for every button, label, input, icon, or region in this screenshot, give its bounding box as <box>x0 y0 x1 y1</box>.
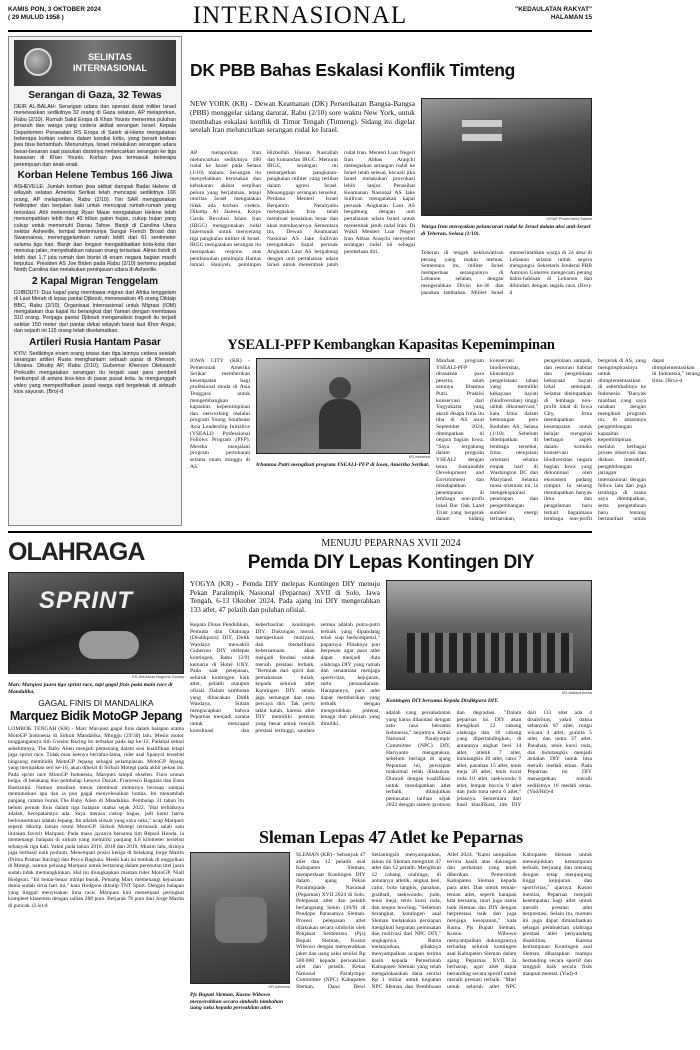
masthead-paper-block <box>472 6 592 22</box>
sidebar-item-title: Artileri Rusia Hantam Pasar <box>29 336 161 348</box>
section-divider <box>8 531 592 533</box>
sidebar-item-title: Serangan di Gaza, 32 Tewas <box>28 90 162 101</box>
sidebar-item-title: 2 Kapal Migran Tenggelam <box>32 275 158 287</box>
sidebar-item-body: DJIBOUTI: Dua kapal yang membawa migran dari Afrika tenggelam di Laut Merah di lepas pantai Djibouti, menewaskan 45 orang Diklaip BBC, Rabu (2/10). Organisasi Internasional untuk Migrasi (IOM) mengatakan dua kapal itu berangkat dari Yaman dengan membawa 310 orang. Penjaga pantai Djibouti menganalisis tragedi itu terjadi sekitar 150 meter dari pantai dekat wilayah barat laut Khor Angar, dan sejauh ini 115 orang telah diselamatkan. <box>14 289 176 335</box>
masthead-rule <box>8 30 592 32</box>
olahraga-headline: Marquez Bidik MotoGP Jepang <box>9 709 183 723</box>
story1-photo <box>421 98 592 216</box>
olahraga-body: LOMBOK TENGAH (KR) - Marc Marquez gagal finis dalam balapan utama MotoGP Indonesia di Sirkuit Mandalika, Minggu (29/30) lalu. Mesin motor tunggangannya tim Gresini Racing itu terbakar pada lap ke-12. Padahal sebari sebelumnya, The Baby Alien menjadi pemenang dalam sesi kualifikasi tetapi juga sprint race. Tidak mau keenya berlama-lama, rider asal Spanyol tersebut langsung membidik MotoGP Jepang sebagai pelampiasan. MotoGP Jepang yang merupakan seri ke-16, akan dihelat di Sirkuit Motegi pada akhir pekan ini. Pada sprint race MotoGP Indonesia, Marquez tampil ekselen. Finis urutan kelga, di belakang duo pembalap Lenovo Ducati, Francesco Bagnaia dan Enea Bastianini. Namun musibah mesin membuat motornya berasap sampai memutuskan apa dan ia pun gagal menyelesaikan lomba. Ini menambah panjang catatan buruk The Baby Alien di Mandalika. Pembalap 31 tahun itu belum pernah finis dalam tiga balapan utama sejak 2022. "Hal terbaiknya adalah, kecepatannya ada. Saya merasa cukup bagus, jadi kami harus berkonsentrasi adalah Jepang. Itu adalah sirkuit yang saya suka," ucap Marquez seperti dikutip laman resmi MotoGP. Sirkuit Motegi termasuk salah satu lintasan favorit Marquez. Pada masa jayanya bersama tim Repsol Honda, ia memenangi balapan di sirkuit yang memiliki panjang 4,8 kilometer tersebut sebanyak tiga kali. Yakni pada tahun 2016, 2018 dan 2019. Musim lalu, dirinya juga berhasil naik podium. Menempati posisi ketiga di belakang Jorge Martin (Prima Pramac Racing) dan Pecco Bagnaia. Meski kali ini tembak di unggulkan di Motegi, namun peluang Marquez untuk bertarung dalam perebutan titel juara sudah tidak memungkinkan. Hal itu diungkapkan mantan rider MotoGP, Niall Hodgson. "Ini benar-benar mimpi buruk. Peluang Marc memenangi kejuaraan dunia sudah sirna hari ini," kata Hodgson dikutip TNT Sport. Dengan balapan yang tinggal menyisakan lima race, Marquez kini menempati peringkat kompleet klasemen dengan raihan 288 poin. Berjarak 78 poin dari Jorge Martin di puncak. (Lis)-d <box>8 726 184 909</box>
sidebar-item <box>14 276 176 335</box>
sidebar-item <box>14 170 176 274</box>
story3-body: Kepala Dinas Pendidikan, Pemuda dan Olahraga (Disdikpora) DIY, Didik Wardaya mewakili Gubernur DIY melepas kontingen, Rabu (2/9) kemarin di Hotel UNY. Pada saat pelepasan, seluruh kontingen baik atlet, pelatih maupun ofisial. Dalam sambutan yang dibacakan Didik Wardaya, Sultan mengucapkan bahwa Peparnas menjadi sarana untuk mencapai koordinasi dan keberhasilan kontingen DIY. Dukungan moral, memperkuat motivasi, dan memelihara kebersamaan akan menjadi fondasi untuk meraih prestasi terbaik. "Bertolak dari spirit dan pemahaman itulah, kepada seluruh atlet Kontingen DIY selalu jaga semangat dan rasa percaya diri. Tak perlu takut kalah, karena atlet DIY memiliki potensi yang besar untuk meraih prestasi tertinggi, saudara semua adalah putra-putri terbaik yang dipandang telah siap berkompetisi," paparnya. Pihaknya pun berpesan agar para atlet dapat menjadi duta olahraga DIY yang ramah dan senantiasa menjaga sportivitas, kejujuran, serta persaudaraan. Harapannya, para atlet dapat memberikan yang terbaik dengan mengerahkan potensi, tenaga dan pikiran yang dimiliki. <box>190 622 380 734</box>
sidebar-item <box>14 90 176 168</box>
sidebar-selintas <box>8 36 182 526</box>
masthead-paper: "KEDAULATAN RAKYAT" <box>515 6 592 13</box>
story3-aside-columns <box>386 710 592 818</box>
section-title: INTERNASIONAL <box>192 2 408 29</box>
masthead-date-block <box>8 6 118 22</box>
story3-caption: Kontingen DIY bersama Kepala Disdikpora DIY. <box>386 698 499 704</box>
group-icon <box>407 633 573 673</box>
sidebar-item-body: ASHEVILLE: Jumlah korban jiwa akibat dampak Badai Helene di wilayah selatan Amerika Serikat telah mencapai sedikitnya 166 orang, AP melaporkan, Rabu (2/10). Tim SAR menggunakan helikopter dan berjalan kaki untuk mencapai rumah-rumah yang terisolasi. Ahli meteorologi Ryan Maue mengatakan Helene telah menumpahkan lebih dari 40 triliun galon hujan, cukup hujan yang cukup untuk memenuhi Danau Tahoe. Banjir di Carolina Utara sekitar Asheville, tempat bertemunya Sungai French Broad dan Swannanoa, menenggelamkan rumah lebih dari 61 sentimeter selama tiga hari. Banjir dan longsor mengakibatkan kota-kota dan menutup jalan, menyebabkan ratusan orang terisolasi. Aliran listrik di lebih dari 1,7 juta rumah dan bisnis di enam negara bagian masih terputus. Presiden AS Joe Biden pada Rabu (2/10) bertemu pejabat North Carolina dan melakukan peninjauan udara di Asheville. <box>14 184 176 274</box>
flag-icon <box>462 119 502 141</box>
sidebar-item-title: Korban Helene Tembus 166 Jiwa <box>17 170 173 182</box>
story2-lead-column <box>190 358 250 526</box>
story1-aside: Teheran di tengah kekhawatiran perang yang makin meluas. Sementara itu, militer Israel memperluas serangannya di Lebanon selatan, dengan mengerahkan Divisi ke-36 dan pasukan tambahan. Militer Israel memerintahkan warga di 24 desa di Lebanon selatan untuk segera mengungsi. Sekretaris Jenderal PBB Antonio Guterres mengecam perang habis-habisan di Lebanon dan dihindari dengan segala cara. (Bro)-d <box>421 250 592 296</box>
story2-photo <box>256 358 430 454</box>
story3-photo <box>386 580 592 690</box>
story1-headline: DK PBB Bahas Eskalasi Konflik Timteng <box>190 60 516 80</box>
story2-caption: Irhamna Putri mengikuti program YSEALI-PFP di Iowa, Amerika Serikat. <box>256 462 430 468</box>
selintas-logo-text: SELINTAS INTERNASIONAL <box>73 52 147 73</box>
story2-headline: YSEALI-PFP Kembangkan Kapasitas Kepemimpinan <box>227 337 555 353</box>
story4-photo <box>190 852 290 984</box>
story2-body: Manfaat program YSEALI-PFP dirasakan para peserta, salah satunya Irhamna Putri. Praktisi konservasi dari Yogyakarta yang akrab disapa Irma itu tiba di AS awal September 2024, ditempatkan di negara bagian Iowa. "Saya tergabung dalam program YSEALI dengan tema Sustainable Development and Environment dan mendapatkan penempatan di lembaga non-profit lokal Bur Oak Land Trust yang bergerak dalam bidang konservasi biodiversitas, khususnya pengelolaan lahan yang memiliki kekayaan hayati (biodiversitas) tinggi untuk dikonservasi," kata Irma dalam keterangan pers Kedubes AS, Selasa (1/10). Sebelum ditempatkan di lembaga tersebut, Irma menjalani orientasi selama empat hari di Washington DC dan Maryland. Selama masa orientasi ini, ia mengeksplorasi penerapan dan pengembangan sumber energi terbarukan, pengelolaan sampah, dan restorasi habitat dan pengelolaan kekayaan hayati lokal setempat. Selama ditempatkan di lembaga non-profit lokal di Iowa City, Irma mendapatkan kesempatan untuk belajar mengenai berbagai aspek dalam kontoks konservasi biodiversitas negara bagian Iowa yang didominasi oleh ekosistem padang rumput. Ia senang mendapatkan banyak ilmu dan pengalaman baru terkait bagaimana lembaga non-profit bergerak di AS, yang menginspirasinya untuk diimplementasikan di sekembalinya ke Indonesia. "Banyak manfaat yang saya rasakan dengan mengikuti program ini, di antaranya pengembangan kapasitas kepemimpinan melalui berbagai proses observasi dan diskusi interaktif, pengembangan jaringan internasional dengan fellow lain dan juga lembaga di mana saya ditempatkan, serta pengetahuan baru tentang bermanfaat untuk dapat diimplementasikan di Indonesia," terang Irma. (Bro)-d <box>436 358 700 523</box>
masthead-date: KAMIS PON, 3 OKTOBER 2024 <box>8 6 101 13</box>
story1-photo-credit: KR/AP Photo/Vahid Salemi <box>546 217 592 221</box>
story4-body-columns <box>296 852 592 1044</box>
handshake-icon <box>215 897 267 943</box>
olahraga-body-column <box>8 726 184 1044</box>
story2-body-columns <box>436 358 700 526</box>
story3-aside: adalah yang persahabatan yang harus dilandasi dengan satu rasa bersama Indonesia," lanjutnya. Ketua National Paralympic Committee (NPC) DIY, Hariyanto mengatakan, sebelum berlaga di ajang Peparnas ini, persiapan maksimal telah dilakukan. Diawali dengan kualifikasi untuk mendapatkan atlet terbaik, dilanjutkan pemusatan latihan sejak 2022 dengan sistem promosi dan degradasi. "Dalam peparnas ini DIY akan mengikuti 12 cabang olahraga dan 18 cabang yang dipertandingkan, di antaranya angkat besi 14 atlet, atletik 7 atlet, bulutangkis 10 atlet, catur 7 atlet, panahan 15 atlet, tenis meja 20 atlet, tenis kursi roda 10 atlet, taekwondo 6 atlet, lempar boccia 8 atlet dan judo tuna netra 6 atlet," jelasnya. Sementara dari hasil klasifikasi, tim DIY dari 133 atlet ada 4 disabilitas, yakni daksa sebanyak 87 atlet, rungu wicara 4 atlet, grahita 5 atlet, dan netra 37 atlet. Panahan, tenis kursi roda, dan bulutangkis menjadi andalan DIY untuk bisa meraih medali emas. Pada Peparnas ini DIY menargetkan meraih sedikitnya 16 medali emas. (Yud/Hit)-d <box>386 710 592 809</box>
olahraga-label: OLAHRAGA <box>8 538 145 566</box>
story2-lead: IOWA CITY (KR) - Pemerintah Amerika Serikat memberikan kesempatan bagi profesional muda di Asia Tenggara untuk mengembangkan kapasitas kepemimpinan dan networking melalui program Young Southeast Asia Leadership Initiative (YSEALI) Professional Fellows Program (PFP). Mereka menjalani program pertukaran selama enam minggu di AS. <box>190 358 250 470</box>
olahraga-photo <box>8 572 184 674</box>
olahraga-kicker: GAGAL FINIS DI MANDALIKA <box>38 698 154 708</box>
selintas-logo <box>14 40 176 86</box>
motorbike-icon <box>79 631 139 659</box>
person-icon <box>329 377 351 399</box>
person-body-icon <box>319 399 361 449</box>
olahraga-caption: Marc Marquez juara tigo sprint race, tapi gagal finis pada main race di Mandalika. <box>8 682 173 695</box>
masthead-hijri: ( 29 MULUD 1958 ) <box>8 14 64 21</box>
story1-body: AP melaporkan Iran meluncurkan sedikitnya 180 rudal ke Israel pada Selasa (1/10) malam. Serangan itu menyebabkan kerusakan dan kebakaran akibat serpihan peluru yang berjatuhan, tetapi otoritas Israel mengatakan tidak ada korban cedera. Dikutip Al Jazeera, Korps Garda Revolusi Islam Iran (IRGC) menggunakan rudal hipersonik untuk menyerang tiga pangkalan militer di Israel. IRGC mengatakan serangan itu merupakan respons atas pembunuhan pemimpin Hamas Ismail Haniyeh, pemimpin Hizbullah Hassan Nasrallah dan komandan IRGC. Menurut IRGC, serangan ini menargetkan pangkalan-pangkalan militer yang terlibat dalam agresi Israel. Menanggapi serangan tersebut, Perdana Menteri Israel Benjamin Netanyahu menegaskan Iran telah membuat kesalahan besar dan akan membayarnya. Sementara itu, Dewan Keamanan Nasional AS Jake Sullivan mengatakan kapal perusak Angkatan Laut AS bergabung dengan unit pertahanan udara Israel untuk menembak jatuh rudal Iran. Menteri Luar Negeri Iran Abbas Araqchi menegaskan serangan rudal ke Israel telah selesai, kecuali jika Israel melakukan provokasi lebih lanjut. Penasihat Keamanan Nasional AS Jake Sullivan mengatakan kapal perusak Angkatan Laut AS bergabung dengan unit pertahanan udara Israel untuk menembak jatuh rudal Iran. Di Wakil Menteri Luar Negeri Iran Abbas Araqchi menyebut serangan rudal ini sebagai pembelaan diri. <box>190 150 415 269</box>
story1-lead: NEW YORK (KR) - Dewan Keamanan (DK) Perserikatan Bangsa-Bangsa (PBB) menggelar sidang darurat, Rabu (2/10) sore waktu New York, untuk membahas eskalasi konflik di Timur Tengah (Timteng). Sidang itu digelar setelah Iran meluncurkan serangan rudal ke Israel. <box>190 99 415 135</box>
story3-body-columns <box>190 622 380 818</box>
globe-icon <box>24 48 52 76</box>
story1-caption: Warga Iran merayakan peluncuran rudal ke Israel dalam aksi anti-Israel di Teheran, Selasa (1/10). <box>421 224 591 237</box>
sidebar-item <box>14 337 176 396</box>
story3-headline: Pemda DIY Lepas Kontingen DIY <box>247 552 535 573</box>
story3-lead: YOGYA (KR) - Pemda DIY melepas Kontingen DIY menuju Pekan Paralimpik Nasional (Peparnas) XVII di Solo, Jawa Tengah, 6-13 Oktober 2024. Pada ajang ini DIY mengerahkan 133 atlet, 47 pelatih dan puluhan ofisial. <box>190 580 380 614</box>
story2-photo-credit: KR-istimewa <box>408 455 430 459</box>
sidebar-item-body: KYIV: Sedikitnya enam orang tewas dan tiga lainnya cedera setelah serangan artileri Rusia menghantam sebuah pasar di Kherson, Ukraina. Dikutip AP, Rabu (2/10), Gubernur Kherson Oleksandr Prokudin mengatakan serangan itu terjadi saat para pembeli berkumpul di antara kios-kios di pasar pusat kota. Ia mengunggah video yang memperlihatkan jasad warga sipil tergeletak di sebuah kios sayuran. (Bro)-d <box>14 350 176 396</box>
story3-kicker: MENUJU PEPARNAS XVII 2024 <box>321 538 461 549</box>
story4-photo-credit: KR-Istimewa <box>268 985 290 989</box>
story1-body-columns <box>190 150 415 328</box>
sidebar-item-body: DEIR AL-BALAH: Serangan udara dan operasi darat militer Israel menewaskan sedikitnya 32 orang di Gaza selatan, AP melaporkan, Rabu (2/10). Rumah Sakit Eropa di Khan Younis menerima puluhan jenazah dan warga yang cedera akibat serangan Israel. Kepala Departemen Perawatan RS Eropa di Saleh al-Hams mengatakan beberapa korban cedera dalam kondisi kritis, yang berarti korban jiwa bisa bertambah. Menurutnya, Israel melakukan serangan udara besar-besaran saat pasukan daratnya melancarkan serangan ke tiga kawasan di Khan Younis. Korban jiwa termasuk beberapa perempuan dan anak-anak. <box>14 104 176 168</box>
story3-photo-credit: KR-Adhitya Arena <box>561 691 592 695</box>
story4-body: SLEMAN (KR) - Sebanyak 47 atlet dan 12 pelatih asal Kabupaten Sleman, memperkuat Kontingen DIY dalam ajang Pekan Paralimpiade Nasional (Peparnas) XVII 2024 di Solo. Pelepasan atlet dan pelatih berlangsung Senin (30/9) di Pendopo Parasamya Sleman. Prosesi pelepasan atlet dilakukan secara simbolis oleh Penjabat Sementara (Pjs) Bupati Sleman, Kusno Wibowo dengan menyerahkan jaket dan uang saku senilai Rp 500.000 kepada perwakilan atlet dan pelatih. Ketua National Paralympic Committee (NPC) Kabupaten Sleman, Dana Dewi Setianingsih menyampaikan, tahun ini Sleman mengirim 47 atlet dan 12 pelatih. Mengikuti 12 cabang olahraga, di antaranya atletik, angkat besi, catur, bola tangkis, panahan, goalball, taekwondo, judo, tenis meja, tenis kursi roda, dan tenpin bowling. "Sebelum berangkat, kontingen asal Sleman melakukan persiapan mengikuti kegiatan pemusatan dan motivasi dari NPC DIY," ungkapnya. Ratna melanjutkan, pihaknya menyampaikan ucapan terima kasih kepada Pemerintah Kabupaten Sleman yang telah mengalokasikan dana senilai Rp 1 miliar untuk kegiatan NPC Sleman dan Pembinaan Atlet 2024. "Kami sampaikan terima kasih atas dukungan dan perhatian yang telah diberikan Pemerintah Kabupaten Sleman kepada para atlet. Dan untuk teman-teman atlet, seperti harapan kita bersama, mari juga nama baik Sleman dan DIY dengan berprestasi baik dan juga menjaga kesopanan," kata Ratna. Pjs Bupati Sleman, Kusno Wibowo menyampaikan dukungannya terhadap seluruh kontingen asal Kabupaten Sleman dalam ajang Peparnas XVII. Ia berharap, agar atlet dapat bertanding secara sportif untuk meraih prestasi terbaik. "Mari untuk seluruh atlet NPC Kabupaten Sleman untuk menunjukkan kemampuan terbaik, berjuang dan menang dengan tetap menjunjung tinggi kejujuran dan sportivitas," ujarnya. Kusno menilai, Peparnas menjadi kesempatan bagi atlet untuk meraih prestasi atlet berprestasi. Selain itu, momen ini juga dapat dimanfaatkan sebagai pembuktian olahraga prestasi atlet penyandang disabilitas. Karena kemampuan Kontingen asal Sleman diharapkan mampu bertanding secara sportif dan tangguh baik secara fisik maupun mental. (Yud)-d <box>296 852 592 990</box>
olahraga-photo-credit: KR-Ant/Aksar Nugroho Gumay <box>132 675 184 679</box>
story4-headline: Sleman Lepas 47 Atlet ke Peparnas <box>259 827 523 847</box>
olahraga-photo-text: SPRINT <box>39 587 134 614</box>
story1-aside-columns <box>421 250 592 328</box>
story4-caption: Pjs Bupati Sleman, Kusno Wibowo menyerahkan secara simbolis tambahan uang saku kepada perwakilan atlet. <box>190 992 284 1012</box>
masthead-page: HALAMAN 15 <box>550 14 592 21</box>
